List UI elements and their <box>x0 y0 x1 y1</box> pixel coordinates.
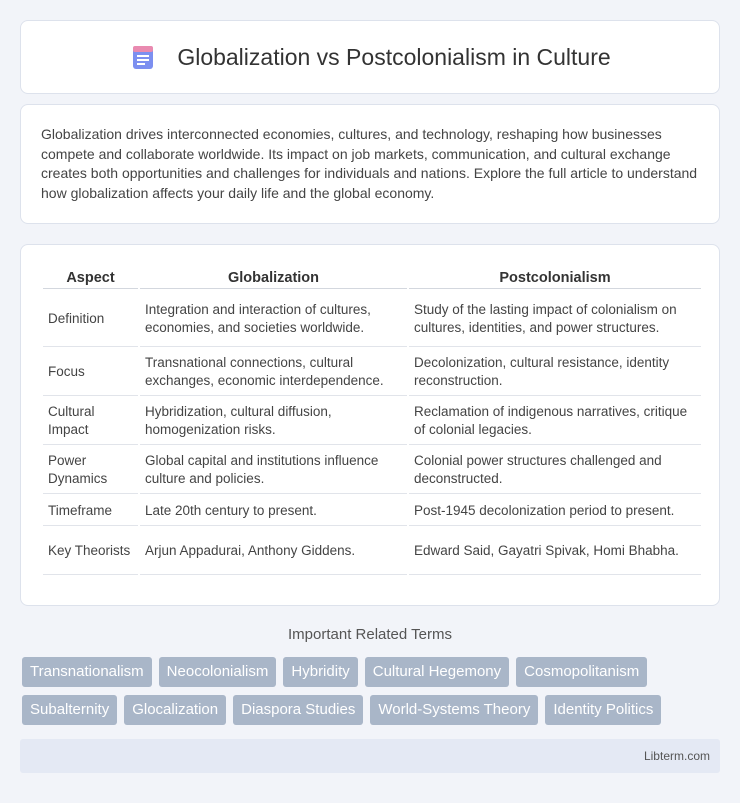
tag-hybridity[interactable]: Hybridity <box>283 657 357 687</box>
globalization-cell: Late 20th century to present. <box>140 496 407 526</box>
tag-world-systems-theory[interactable]: World-Systems Theory <box>370 695 538 725</box>
header-postcolonialism: Postcolonialism <box>409 267 701 289</box>
aspect-cell: Focus <box>43 349 138 396</box>
postcolonialism-cell: Post-1945 decolonization period to present. <box>409 496 701 526</box>
comparison-table-card <box>20 244 720 606</box>
table-row <box>43 447 701 494</box>
tag-identity-politics[interactable]: Identity Politics <box>545 695 661 725</box>
globalization-cell: Transnational connections, cultural exchanges, economic interdependence. <box>140 349 407 396</box>
comparison-table <box>41 265 703 577</box>
aspect-cell: Cultural Impact <box>43 398 138 445</box>
tag-transnationalism[interactable]: Transnationalism <box>22 657 152 687</box>
table-row <box>43 528 701 575</box>
tag-glocalization[interactable]: Glocalization <box>124 695 226 725</box>
postcolonialism-cell: Colonial power structures challenged and deconstructed. <box>409 447 701 494</box>
tag-neocolonialism[interactable]: Neocolonialism <box>159 657 277 687</box>
page-title: Globalization vs Postcolonialism in Culture <box>177 43 611 70</box>
title-card <box>20 20 720 94</box>
table-row <box>43 291 701 347</box>
aspect-cell: Timeframe <box>43 496 138 526</box>
footer-site-link[interactable]: Libterm.com <box>643 749 710 763</box>
table-row <box>43 398 701 445</box>
globalization-cell: Global capital and institutions influence culture and policies. <box>140 447 407 494</box>
aspect-cell: Definition <box>43 291 138 347</box>
table-header-row <box>43 267 701 289</box>
aspect-cell: Key Theorists <box>43 528 138 575</box>
tag-diaspora-studies[interactable]: Diaspora Studies <box>233 695 363 725</box>
globalization-cell: Hybridization, cultural diffusion, homogenization risks. <box>140 398 407 445</box>
tag-row <box>22 695 722 725</box>
header-globalization: Globalization <box>140 267 407 289</box>
postcolonialism-cell: Decolonization, cultural resistance, identity reconstruction. <box>409 349 701 396</box>
table-row <box>43 496 701 526</box>
tag-subalternity[interactable]: Subalternity <box>22 695 117 725</box>
tag-cultural-hegemony[interactable]: Cultural Hegemony <box>365 657 509 687</box>
document-icon <box>129 43 157 71</box>
aspect-cell: Power Dynamics <box>43 447 138 494</box>
related-terms-tags <box>22 657 722 733</box>
header-aspect: Aspect <box>43 267 138 289</box>
postcolonialism-cell: Reclamation of indigenous narratives, critique of colonial legacies. <box>409 398 701 445</box>
intro-text: Globalization drives interconnected economies, cultures, and technology, reshaping how businesses compete and collaborate worldwide. Its impact on job markets, communication, and cultural exchange creates both opportunities and challenges for individuals and nations. Explore the full article to understand how globalization affects your daily life and the global economy. <box>41 126 698 201</box>
footer <box>20 739 720 773</box>
globalization-cell: Integration and interaction of cultures, economies, and societies worldwide. <box>140 291 407 347</box>
tag-cosmopolitanism[interactable]: Cosmopolitanism <box>516 657 647 687</box>
postcolonialism-cell: Study of the lasting impact of colonialism on cultures, identities, and power structures. <box>409 291 701 347</box>
tag-row <box>22 657 722 687</box>
postcolonialism-cell: Edward Said, Gayatri Spivak, Homi Bhabha. <box>409 528 701 575</box>
intro-card <box>20 104 720 224</box>
table-row <box>43 349 701 396</box>
related-terms-title: Important Related Terms <box>288 626 452 643</box>
globalization-cell: Arjun Appadurai, Anthony Giddens. <box>140 528 407 575</box>
